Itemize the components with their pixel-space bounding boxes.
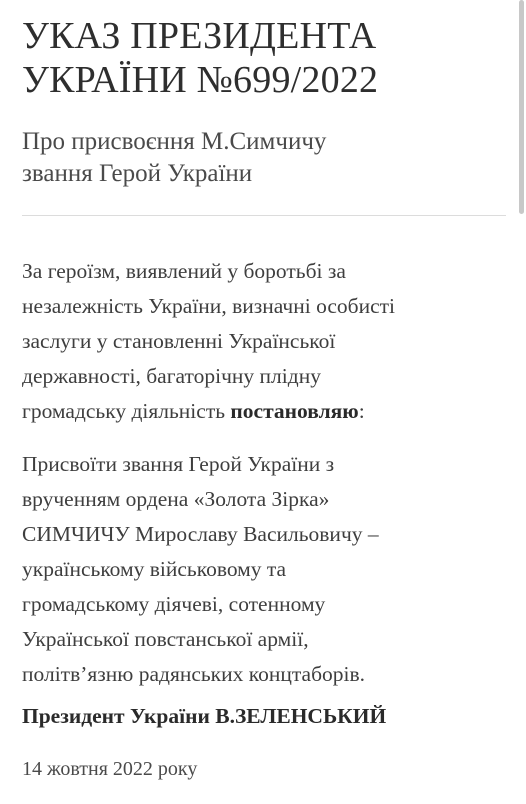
- preamble-paragraph: [22, 254, 492, 429]
- preamble-line: державності, багаторічну плідну: [22, 364, 321, 388]
- decree-date: 14 жовтня 2022 року: [22, 758, 198, 780]
- body-line: політв’язню радянських концтаборів.: [22, 662, 366, 686]
- body-line: Української повстанської армії,: [22, 627, 309, 651]
- decree-subtitle-line-1: Про присвоєння М.Симчичу: [22, 128, 327, 155]
- preamble-line: заслуги у становленні Української: [22, 329, 336, 353]
- decree-title-line-1: УКАЗ ПРЕЗИДЕНТА: [22, 15, 377, 57]
- body-line: врученням ордена «Золота Зірка»: [22, 487, 330, 511]
- decree-title-line-2: УКРАЇНИ №699/2022: [22, 59, 379, 101]
- body-line: українському військовому та: [22, 557, 287, 581]
- decree-body-paragraph: [22, 447, 502, 692]
- body-line: громадському діячеві, сотенному: [22, 592, 326, 616]
- decree-subtitle: [22, 126, 326, 190]
- preamble-suffix: :: [358, 399, 365, 423]
- president-signature: Президент України В.ЗЕЛЕНСЬКИЙ: [22, 704, 387, 728]
- section-divider: [22, 215, 506, 216]
- decree-subtitle-line-2: звання Герой України: [22, 160, 253, 187]
- decree-title: [22, 14, 378, 102]
- preamble-line: незалежність України, визначні особисті: [22, 294, 396, 318]
- decree-keyword: постановляю: [230, 399, 359, 423]
- preamble-line: За героїзм, виявлений у боротьбі за: [22, 259, 346, 283]
- scrollbar-thumb[interactable]: [519, 0, 524, 214]
- preamble-line: громадську діяльність: [22, 399, 231, 423]
- body-line: Присвоїти звання Герой України з: [22, 452, 335, 476]
- body-line: СИМЧИЧУ Мирославу Васильовичу –: [22, 522, 379, 546]
